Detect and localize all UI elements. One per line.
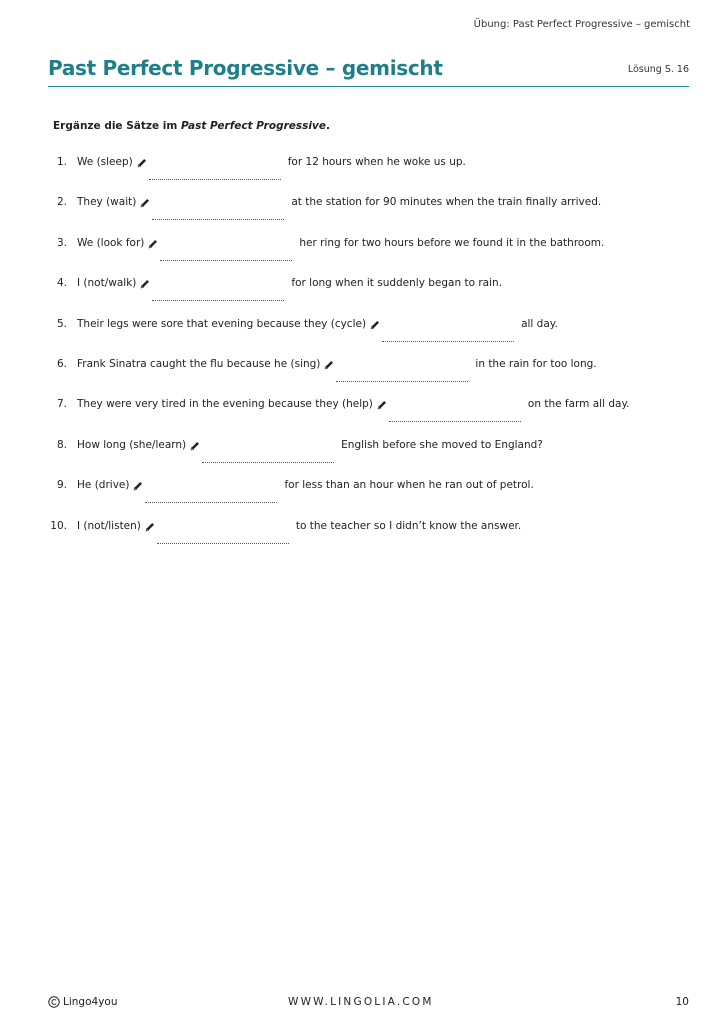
exercise-sentence <box>77 237 604 261</box>
pencil-icon <box>132 480 144 492</box>
sentence-continuation: for less than an hour when he ran out of petrol. <box>284 479 534 492</box>
exercise-sentence <box>77 439 543 463</box>
exercise-number: 4. <box>56 277 67 290</box>
exercise-item <box>0 354 724 394</box>
exercise-number: 5. <box>56 317 67 330</box>
sentence-prompt: I (not/walk) <box>77 277 137 290</box>
sentence-continuation: her ring for two hours before we found it in the bathroom. <box>299 236 605 249</box>
exercise-sentence <box>77 318 558 342</box>
instruction-prefix: Ergänze die Sätze im <box>53 120 181 132</box>
exercise-number: 3. <box>56 236 67 249</box>
exercise-item <box>0 233 724 273</box>
instruction-emphasis: Past Perfect Progressive <box>180 120 326 132</box>
exercise-number: 7. <box>56 398 67 411</box>
copyright-icon <box>48 996 60 1008</box>
answer-input[interactable] <box>389 398 521 422</box>
pencil-icon <box>147 238 159 250</box>
sentence-prompt: They (wait) <box>77 196 137 209</box>
sentence-continuation: all day. <box>521 317 558 330</box>
answer-input[interactable] <box>152 196 284 220</box>
answer-input[interactable] <box>157 520 289 544</box>
page-title: Past Perfect Progressive – gemischt <box>48 56 443 80</box>
exercise-number: 9. <box>56 479 67 492</box>
answer-input[interactable] <box>152 277 284 301</box>
exercise-sentence <box>77 156 466 180</box>
exercise-list <box>0 152 724 556</box>
answer-input[interactable] <box>160 237 292 261</box>
sentence-continuation: on the farm all day. <box>527 398 630 411</box>
running-header: Übung: Past Perfect Progressive – gemischt <box>473 19 690 30</box>
sentence-prompt: We (look for) <box>77 236 145 249</box>
exercise-number: 8. <box>56 438 67 451</box>
exercise-instruction <box>53 120 330 132</box>
exercise-sentence <box>77 358 597 382</box>
sentence-continuation: English before she moved to England? <box>341 438 543 451</box>
exercise-number: 10. <box>50 519 67 532</box>
page-number: 10 <box>675 996 689 1008</box>
footer-website[interactable]: WWW.LINGOLIA.COM <box>288 996 434 1008</box>
pencil-icon <box>139 278 151 290</box>
solution-reference: Lösung S. 16 <box>627 64 689 75</box>
exercise-item <box>0 475 724 515</box>
pencil-icon <box>139 197 151 209</box>
exercise-number: 2. <box>56 196 67 209</box>
exercise-sentence <box>77 398 630 422</box>
sentence-continuation: to the teacher so I didn’t know the answer. <box>295 519 522 532</box>
pencil-icon <box>369 319 381 331</box>
pencil-icon <box>323 359 335 371</box>
exercise-number: 6. <box>56 357 67 370</box>
exercise-sentence <box>77 479 534 503</box>
exercise-number: 1. <box>56 156 67 168</box>
sentence-prompt: How long (she/learn) <box>77 438 187 451</box>
answer-input[interactable] <box>336 358 468 382</box>
instruction-suffix: . <box>325 120 330 132</box>
answer-input[interactable] <box>202 439 334 463</box>
sentence-continuation: in the rain for too long. <box>475 357 597 370</box>
footer-copyright <box>48 996 117 1008</box>
exercise-item <box>0 394 724 434</box>
answer-input[interactable] <box>382 318 514 342</box>
sentence-prompt: They were very tired in the evening because they (help) <box>77 398 373 411</box>
exercise-item <box>0 435 724 475</box>
exercise-item <box>0 192 724 232</box>
exercise-item <box>0 152 724 192</box>
exercise-item <box>0 314 724 354</box>
sentence-prompt: Their legs were sore that evening because they (cycle) <box>77 317 367 330</box>
exercise-sentence <box>77 196 601 220</box>
sentence-prompt: I (not/listen) <box>77 519 141 532</box>
answer-input[interactable] <box>149 156 281 180</box>
sentence-continuation: at the station for 90 minutes when the train finally arrived. <box>291 196 602 209</box>
exercise-item <box>0 273 724 313</box>
exercise-sentence <box>77 520 521 544</box>
sentence-continuation: for long when it suddenly began to rain. <box>291 277 503 290</box>
sentence-prompt: He (drive) <box>77 479 130 492</box>
sentence-prompt: Frank Sinatra caught the flu because he (sing) <box>77 357 321 370</box>
copyright-holder: Lingo4you <box>63 996 118 1008</box>
answer-input[interactable] <box>145 479 277 503</box>
exercise-sentence <box>77 277 502 301</box>
sentence-continuation: for 12 hours when he woke us up. <box>287 156 466 168</box>
sentence-prompt: We (sleep) <box>77 156 133 168</box>
exercise-item <box>0 516 724 556</box>
pencil-icon <box>189 440 201 452</box>
pencil-icon <box>136 157 148 169</box>
pencil-icon <box>376 399 388 411</box>
pencil-icon <box>144 521 156 533</box>
title-row <box>48 54 689 87</box>
